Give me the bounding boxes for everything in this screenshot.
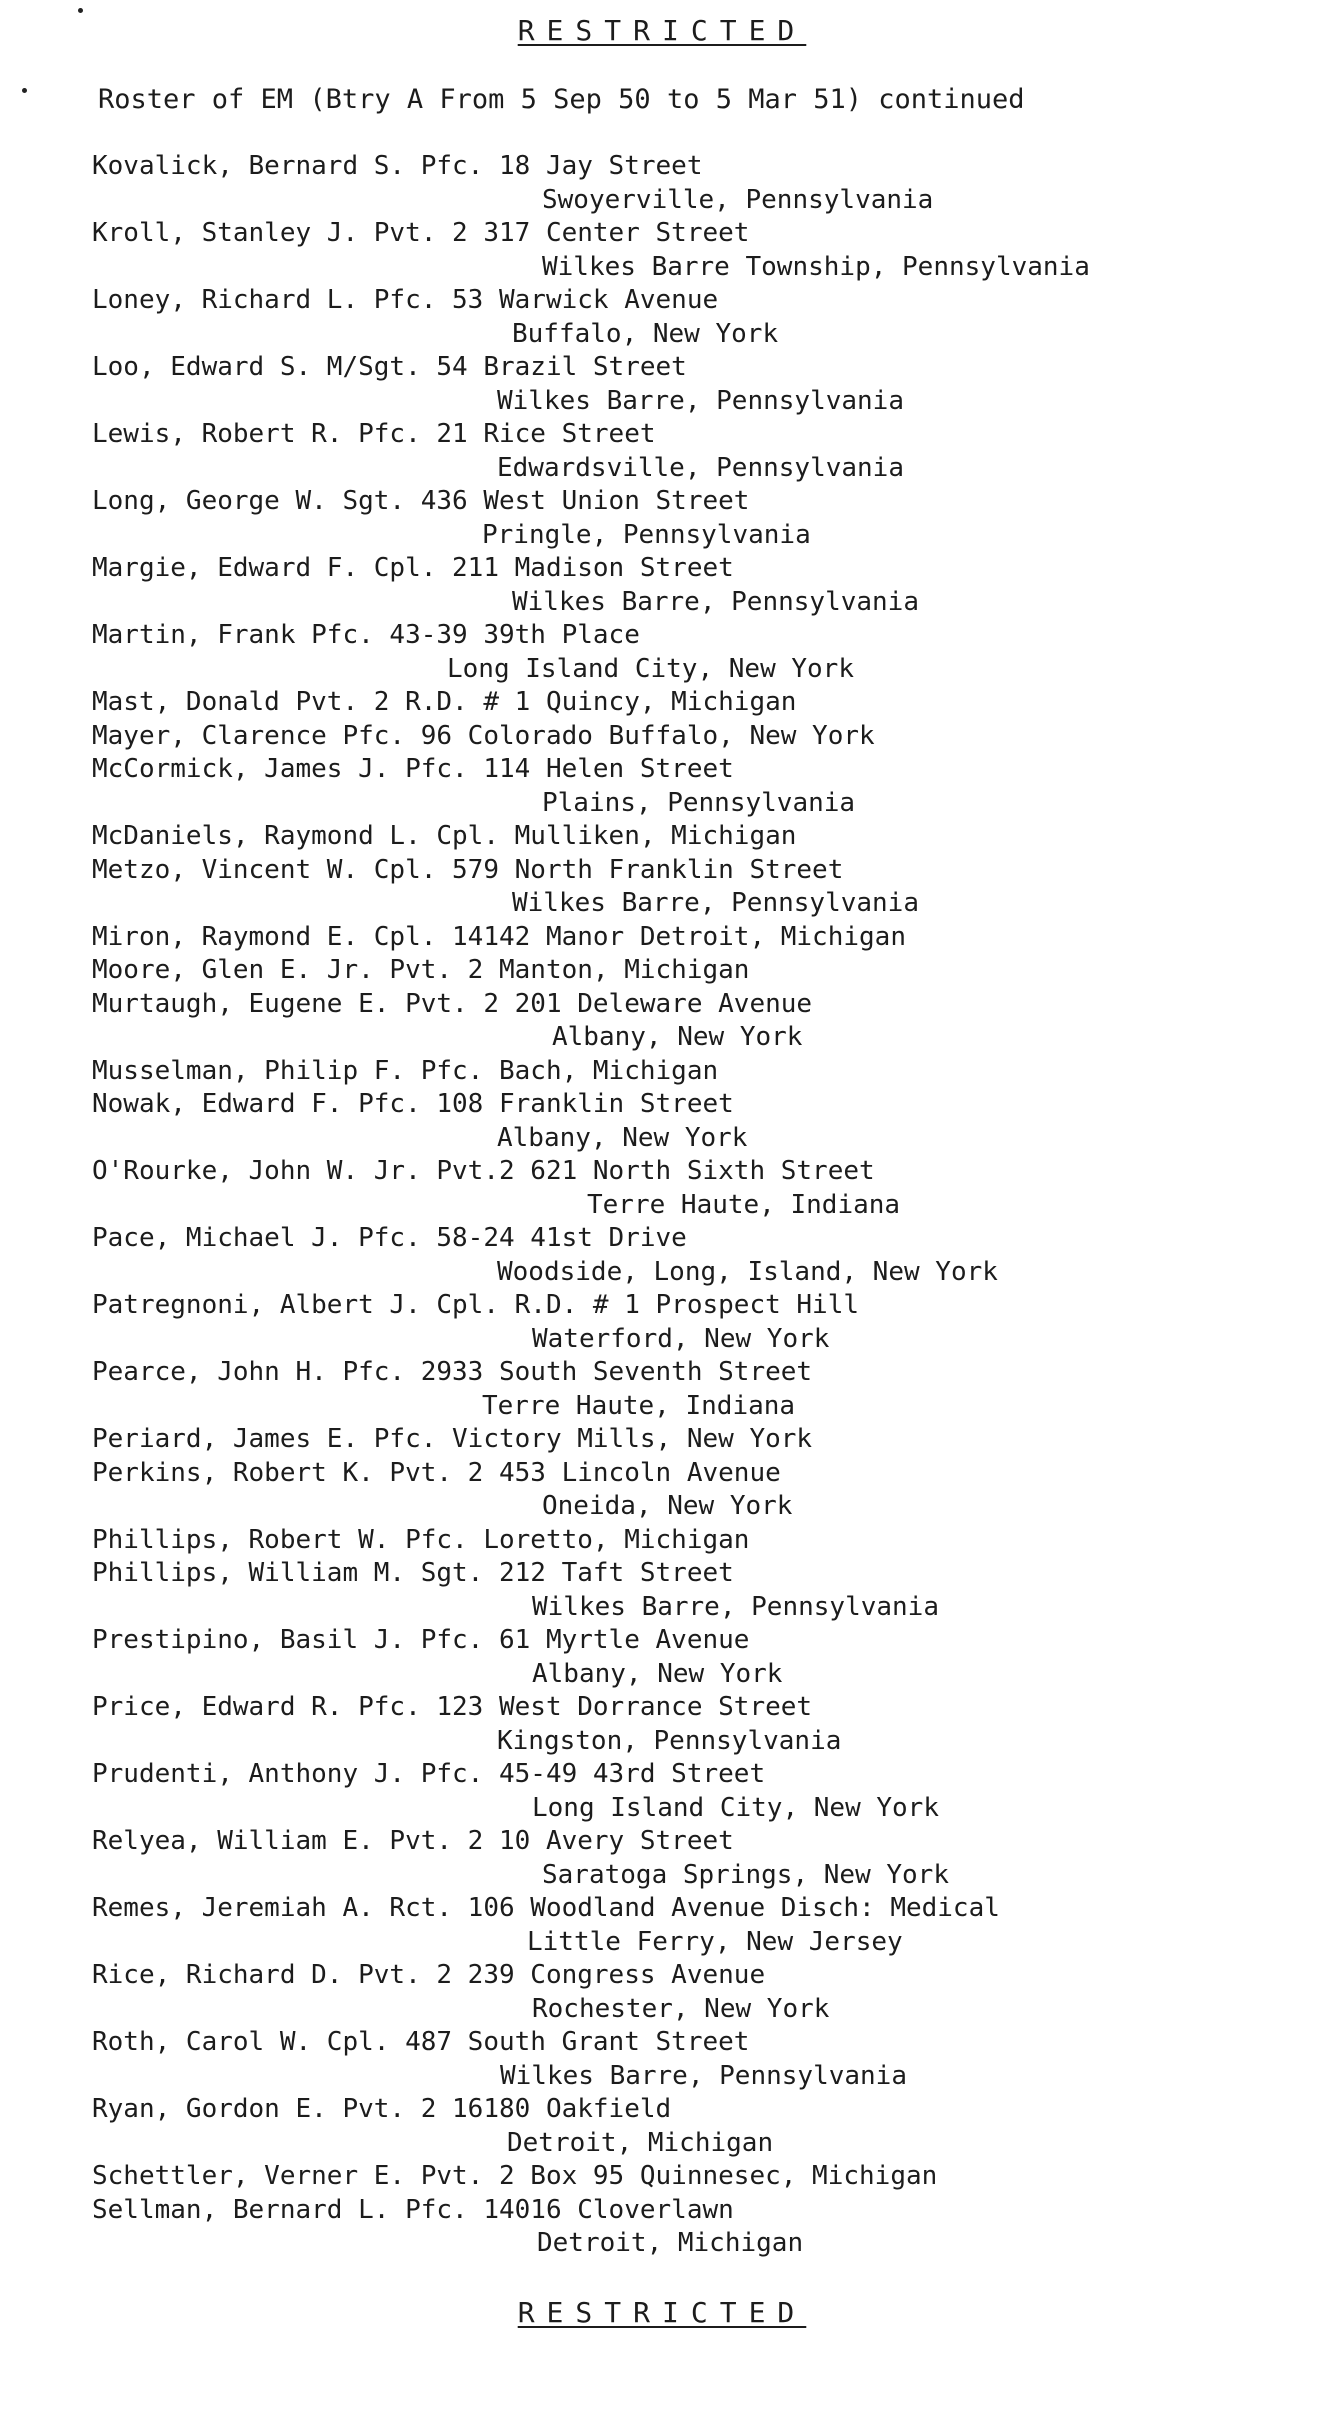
roster-entry xyxy=(92,552,1292,619)
roster-city-state: Albany, New York xyxy=(552,1022,803,1052)
roster-entry xyxy=(92,2194,1292,2261)
roster-entry xyxy=(92,1825,1292,1892)
roster-city-state: Pringle, Pennsylvania xyxy=(482,519,811,550)
roster-city-state: Saratoga Springs, New York xyxy=(542,1859,949,1890)
roster-entry xyxy=(92,1356,1292,1423)
speck-mark xyxy=(78,8,83,13)
roster-entry xyxy=(92,1691,1292,1758)
roster-city-state: Wilkes Barre, Pennsylvania xyxy=(497,385,904,416)
roster-entry xyxy=(92,1524,1292,1558)
roster-name-rank-address: Pearce, John H. Pfc. 2933 South Seventh Street xyxy=(92,1357,813,1387)
roster-city-state: Wilkes Barre, Pennsylvania xyxy=(532,1591,939,1622)
roster-entry xyxy=(92,1758,1292,1825)
roster-city-state: Wilkes Barre Township, Pennsylvania xyxy=(542,251,1090,282)
roster-city-state: Terre Haute, Indiana xyxy=(482,1390,796,1421)
roster-name-rank-address: Kroll, Stanley J. Pvt. 2 317 Center Street xyxy=(92,218,750,248)
roster-name-rank-address: Sellman, Bernard L. Pfc. 14016 Cloverlawn xyxy=(92,2194,734,2225)
roster-entry xyxy=(92,854,1292,921)
roster-entry xyxy=(92,150,1292,217)
roster-entry xyxy=(92,1423,1292,1457)
roster-entry xyxy=(92,720,1292,754)
roster-city-state: Plains, Pennsylvania xyxy=(542,787,856,818)
roster-name-rank-address: Phillips, Robert W. Pfc. Loretto, Michigan xyxy=(92,1524,750,1555)
roster-name-rank-address: Loo, Edward S. M/Sgt. 54 Brazil Street xyxy=(92,352,687,382)
roster-entry xyxy=(92,1222,1292,1289)
roster-city-state: Kingston, Pennsylvania xyxy=(497,1725,842,1756)
roster-name-rank-address: O'Rourke, John W. Jr. Pvt.2 621 North Sixth Street xyxy=(92,1156,875,1186)
roster-name-rank-address: Martin, Frank Pfc. 43-39 39th Place xyxy=(92,620,640,650)
roster-city-state: Detroit, Michigan xyxy=(537,2228,804,2258)
roster-entry xyxy=(92,217,1292,284)
roster-name-rank-address: Periard, James E. Pfc. Victory Mills, New York xyxy=(92,1424,813,1454)
roster-name-rank-address: McCormick, James J. Pfc. 114 Helen Street xyxy=(92,754,734,784)
roster-city-state: Long Island City, New York xyxy=(532,1792,939,1823)
roster-name-rank-address: Patregnoni, Albert J. Cpl. R.D. # 1 Prospect Hill xyxy=(92,1290,860,1320)
roster-name-rank-address: Loney, Richard L. Pfc. 53 Warwick Avenue xyxy=(92,285,719,315)
roster-name-rank-address: Relyea, William E. Pvt. 2 10 Avery Street xyxy=(92,1826,734,1856)
roster-city-state: Rochester, New York xyxy=(532,1993,830,2024)
roster-entry xyxy=(92,1155,1292,1222)
roster-entry xyxy=(92,351,1292,418)
roster-name-rank-address: Murtaugh, Eugene E. Pvt. 2 201 Deleware Avenue xyxy=(92,988,813,1019)
roster-entry xyxy=(92,686,1292,720)
classification-footer: RESTRICTED xyxy=(517,2296,807,2329)
roster-city-state: Little Ferry, New Jersey xyxy=(527,1926,903,1957)
roster-city-state: Albany, New York xyxy=(532,1658,783,1689)
roster-name-rank-address: Remes, Jeremiah A. Rct. 106 Woodland Avenue Disch: Medical xyxy=(92,1893,1000,1923)
roster-entry xyxy=(92,2093,1292,2160)
roster-city-state: Woodside, Long, Island, New York xyxy=(497,1256,998,1287)
roster-entry xyxy=(92,418,1292,485)
roster-city-state: Detroit, Michigan xyxy=(507,2127,774,2158)
roster-name-rank-address: Mast, Donald Pvt. 2 R.D. # 1 Quincy, Michigan xyxy=(92,687,797,717)
roster-name-rank-address: Metzo, Vincent W. Cpl. 579 North Franklin Street xyxy=(92,854,844,885)
roster-name-rank-address: Ryan, Gordon E. Pvt. 2 16180 Oakfield xyxy=(92,2094,672,2124)
roster-name-rank-address: Margie, Edward F. Cpl. 211 Madison Street xyxy=(92,553,734,583)
roster-name-rank-address: Price, Edward R. Pfc. 123 West Dorrance Street xyxy=(92,1692,813,1722)
speck-mark xyxy=(22,88,27,93)
roster-entry xyxy=(92,1088,1292,1155)
roster-entry xyxy=(92,1892,1292,1959)
roster-city-state: Wilkes Barre, Pennsylvania xyxy=(512,586,919,617)
roster-name-rank-address: Musselman, Philip F. Pfc. Bach, Michigan xyxy=(92,1055,719,1086)
roster-entry xyxy=(92,619,1292,686)
roster-subtitle: Roster of EM (Btry A From 5 Sep 50 to 5 Mar 51) continued xyxy=(98,84,1025,115)
roster-name-rank-address: Phillips, William M. Sgt. 212 Taft Street xyxy=(92,1558,734,1588)
roster-name-rank-address: McDaniels, Raymond L. Cpl. Mulliken, Michigan xyxy=(92,821,797,851)
roster-name-rank-address: Long, George W. Sgt. 436 West Union Street xyxy=(92,486,750,516)
roster-city-state: Buffalo, New York xyxy=(512,318,779,349)
roster-entry xyxy=(92,2026,1292,2093)
roster-entry xyxy=(92,954,1292,988)
roster-entry xyxy=(92,753,1292,820)
roster-entry xyxy=(92,1959,1292,2026)
roster-name-rank-address: Pace, Michael J. Pfc. 58-24 41st Drive xyxy=(92,1223,687,1253)
roster-entry xyxy=(92,2160,1292,2194)
roster-entry xyxy=(92,1055,1292,1089)
roster-name-rank-address: Moore, Glen E. Jr. Pvt. 2 Manton, Michigan xyxy=(92,955,750,985)
roster-city-state: Swoyerville, Pennsylvania xyxy=(542,184,934,215)
roster-entry xyxy=(92,1557,1292,1624)
roster-list xyxy=(92,150,1292,2261)
roster-entry xyxy=(92,820,1292,854)
roster-name-rank-address: Nowak, Edward F. Pfc. 108 Franklin Street xyxy=(92,1089,734,1119)
roster-city-state: Albany, New York xyxy=(497,1122,748,1153)
roster-entry xyxy=(92,988,1292,1055)
roster-entry xyxy=(92,921,1292,955)
roster-entry xyxy=(92,1289,1292,1356)
roster-city-state: Oneida, New York xyxy=(542,1491,793,1521)
roster-city-state: Terre Haute, Indiana xyxy=(587,1189,901,1220)
roster-name-rank-address: Kovalick, Bernard S. Pfc. 18 Jay Street xyxy=(92,151,703,181)
roster-entry xyxy=(92,284,1292,351)
roster-name-rank-address: Rice, Richard D. Pvt. 2 239 Congress Avenue xyxy=(92,1960,766,1990)
classification-header: RESTRICTED xyxy=(517,14,807,47)
roster-name-rank-address: Mayer, Clarence Pfc. 96 Colorado Buffalo, New York xyxy=(92,720,875,751)
roster-name-rank-address: Roth, Carol W. Cpl. 487 South Grant Street xyxy=(92,2027,750,2057)
roster-name-rank-address: Prestipino, Basil J. Pfc. 61 Myrtle Avenue xyxy=(92,1625,750,1655)
roster-name-rank-address: Lewis, Robert R. Pfc. 21 Rice Street xyxy=(92,419,656,449)
roster-city-state: Wilkes Barre, Pennsylvania xyxy=(512,888,919,918)
roster-city-state: Long Island City, New York xyxy=(447,653,854,684)
roster-name-rank-address: Schettler, Verner E. Pvt. 2 Box 95 Quinnesec, Michigan xyxy=(92,2161,938,2191)
roster-city-state: Edwardsville, Pennsylvania xyxy=(497,452,904,483)
roster-entry xyxy=(92,1457,1292,1524)
roster-entry xyxy=(92,1624,1292,1691)
roster-name-rank-address: Perkins, Robert K. Pvt. 2 453 Lincoln Avenue xyxy=(92,1457,781,1488)
roster-entry xyxy=(92,485,1292,552)
roster-name-rank-address: Prudenti, Anthony J. Pfc. 45-49 43rd Street xyxy=(92,1759,766,1789)
roster-name-rank-address: Miron, Raymond E. Cpl. 14142 Manor Detroit, Michigan xyxy=(92,921,906,952)
roster-city-state: Waterford, New York xyxy=(532,1323,830,1354)
roster-city-state: Wilkes Barre, Pennsylvania xyxy=(500,2060,907,2091)
